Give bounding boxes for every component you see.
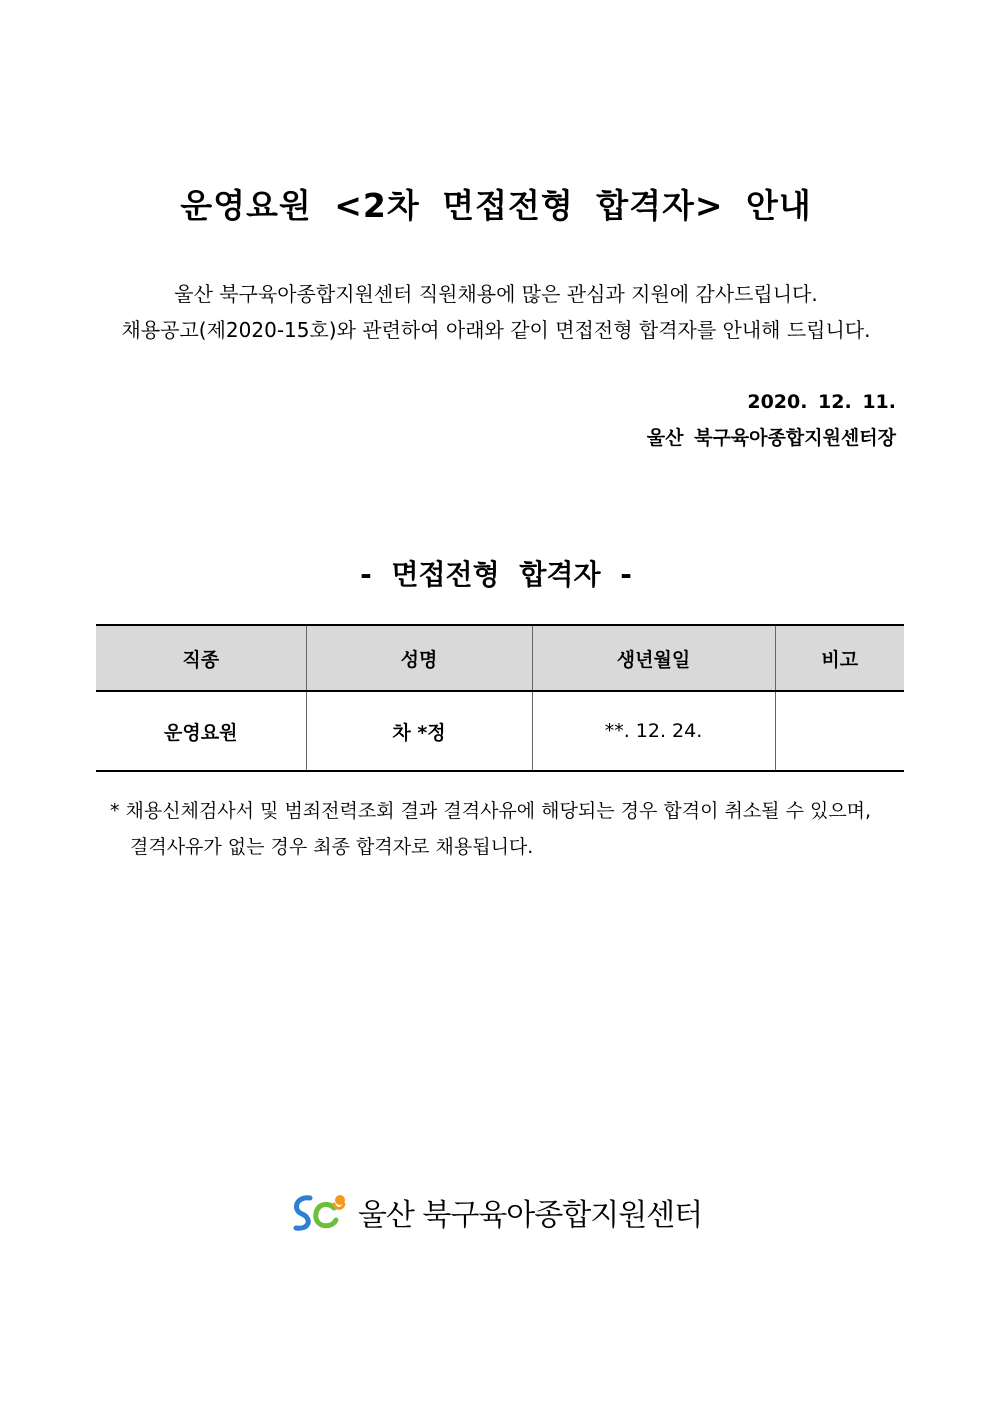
header-name: 성명 <box>306 625 532 691</box>
header-remarks: 비고 <box>775 625 904 691</box>
intro-line-2: 채용공고(제2020-15호)와 관련하여 아래와 같이 면접전형 합격자를 안내해 드립니다. <box>121 318 871 342</box>
intro-line-1: 울산 북구육아종합지원센터 직원채용에 많은 관심과 지원에 감사드립니다. <box>174 282 818 306</box>
footer-org-name: 울산 북구육아종합지원센터 <box>357 1198 703 1233</box>
signature-block <box>647 384 896 456</box>
childcare-center-logo-icon <box>290 1190 350 1234</box>
result-table <box>96 624 904 772</box>
cell-job-type: 운영요원 <box>96 691 306 771</box>
cell-name: 차 *정 <box>306 691 532 771</box>
section-title: - 면접전형 합격자 - <box>360 558 632 591</box>
intro-paragraph <box>60 276 932 348</box>
page-title: 운영요원 <2차 면접전형 합격자> 안내 <box>180 186 812 225</box>
footnote-line-2: 결격사유가 없는 경우 최종 합격자로 채용됩니다. <box>130 836 534 858</box>
header-birthdate: 생년월일 <box>532 625 775 691</box>
notice-date: 2020. 12. 11. <box>747 391 896 413</box>
footer-brand <box>0 1190 992 1234</box>
issuing-organization: 울산 북구육아종합지원센터장 <box>646 427 896 449</box>
cell-birthdate: **. 12. 24. <box>532 691 775 771</box>
footnote-line-1: * 채용신체검사서 및 범죄전력조회 결과 결격사유에 해당되는 경우 합격이 취소될 수 있으며, <box>110 800 872 822</box>
cell-remarks <box>775 691 904 771</box>
table-row <box>96 691 904 771</box>
footnote <box>110 793 910 865</box>
table-header-row <box>96 625 904 691</box>
header-job-type: 직종 <box>96 625 306 691</box>
